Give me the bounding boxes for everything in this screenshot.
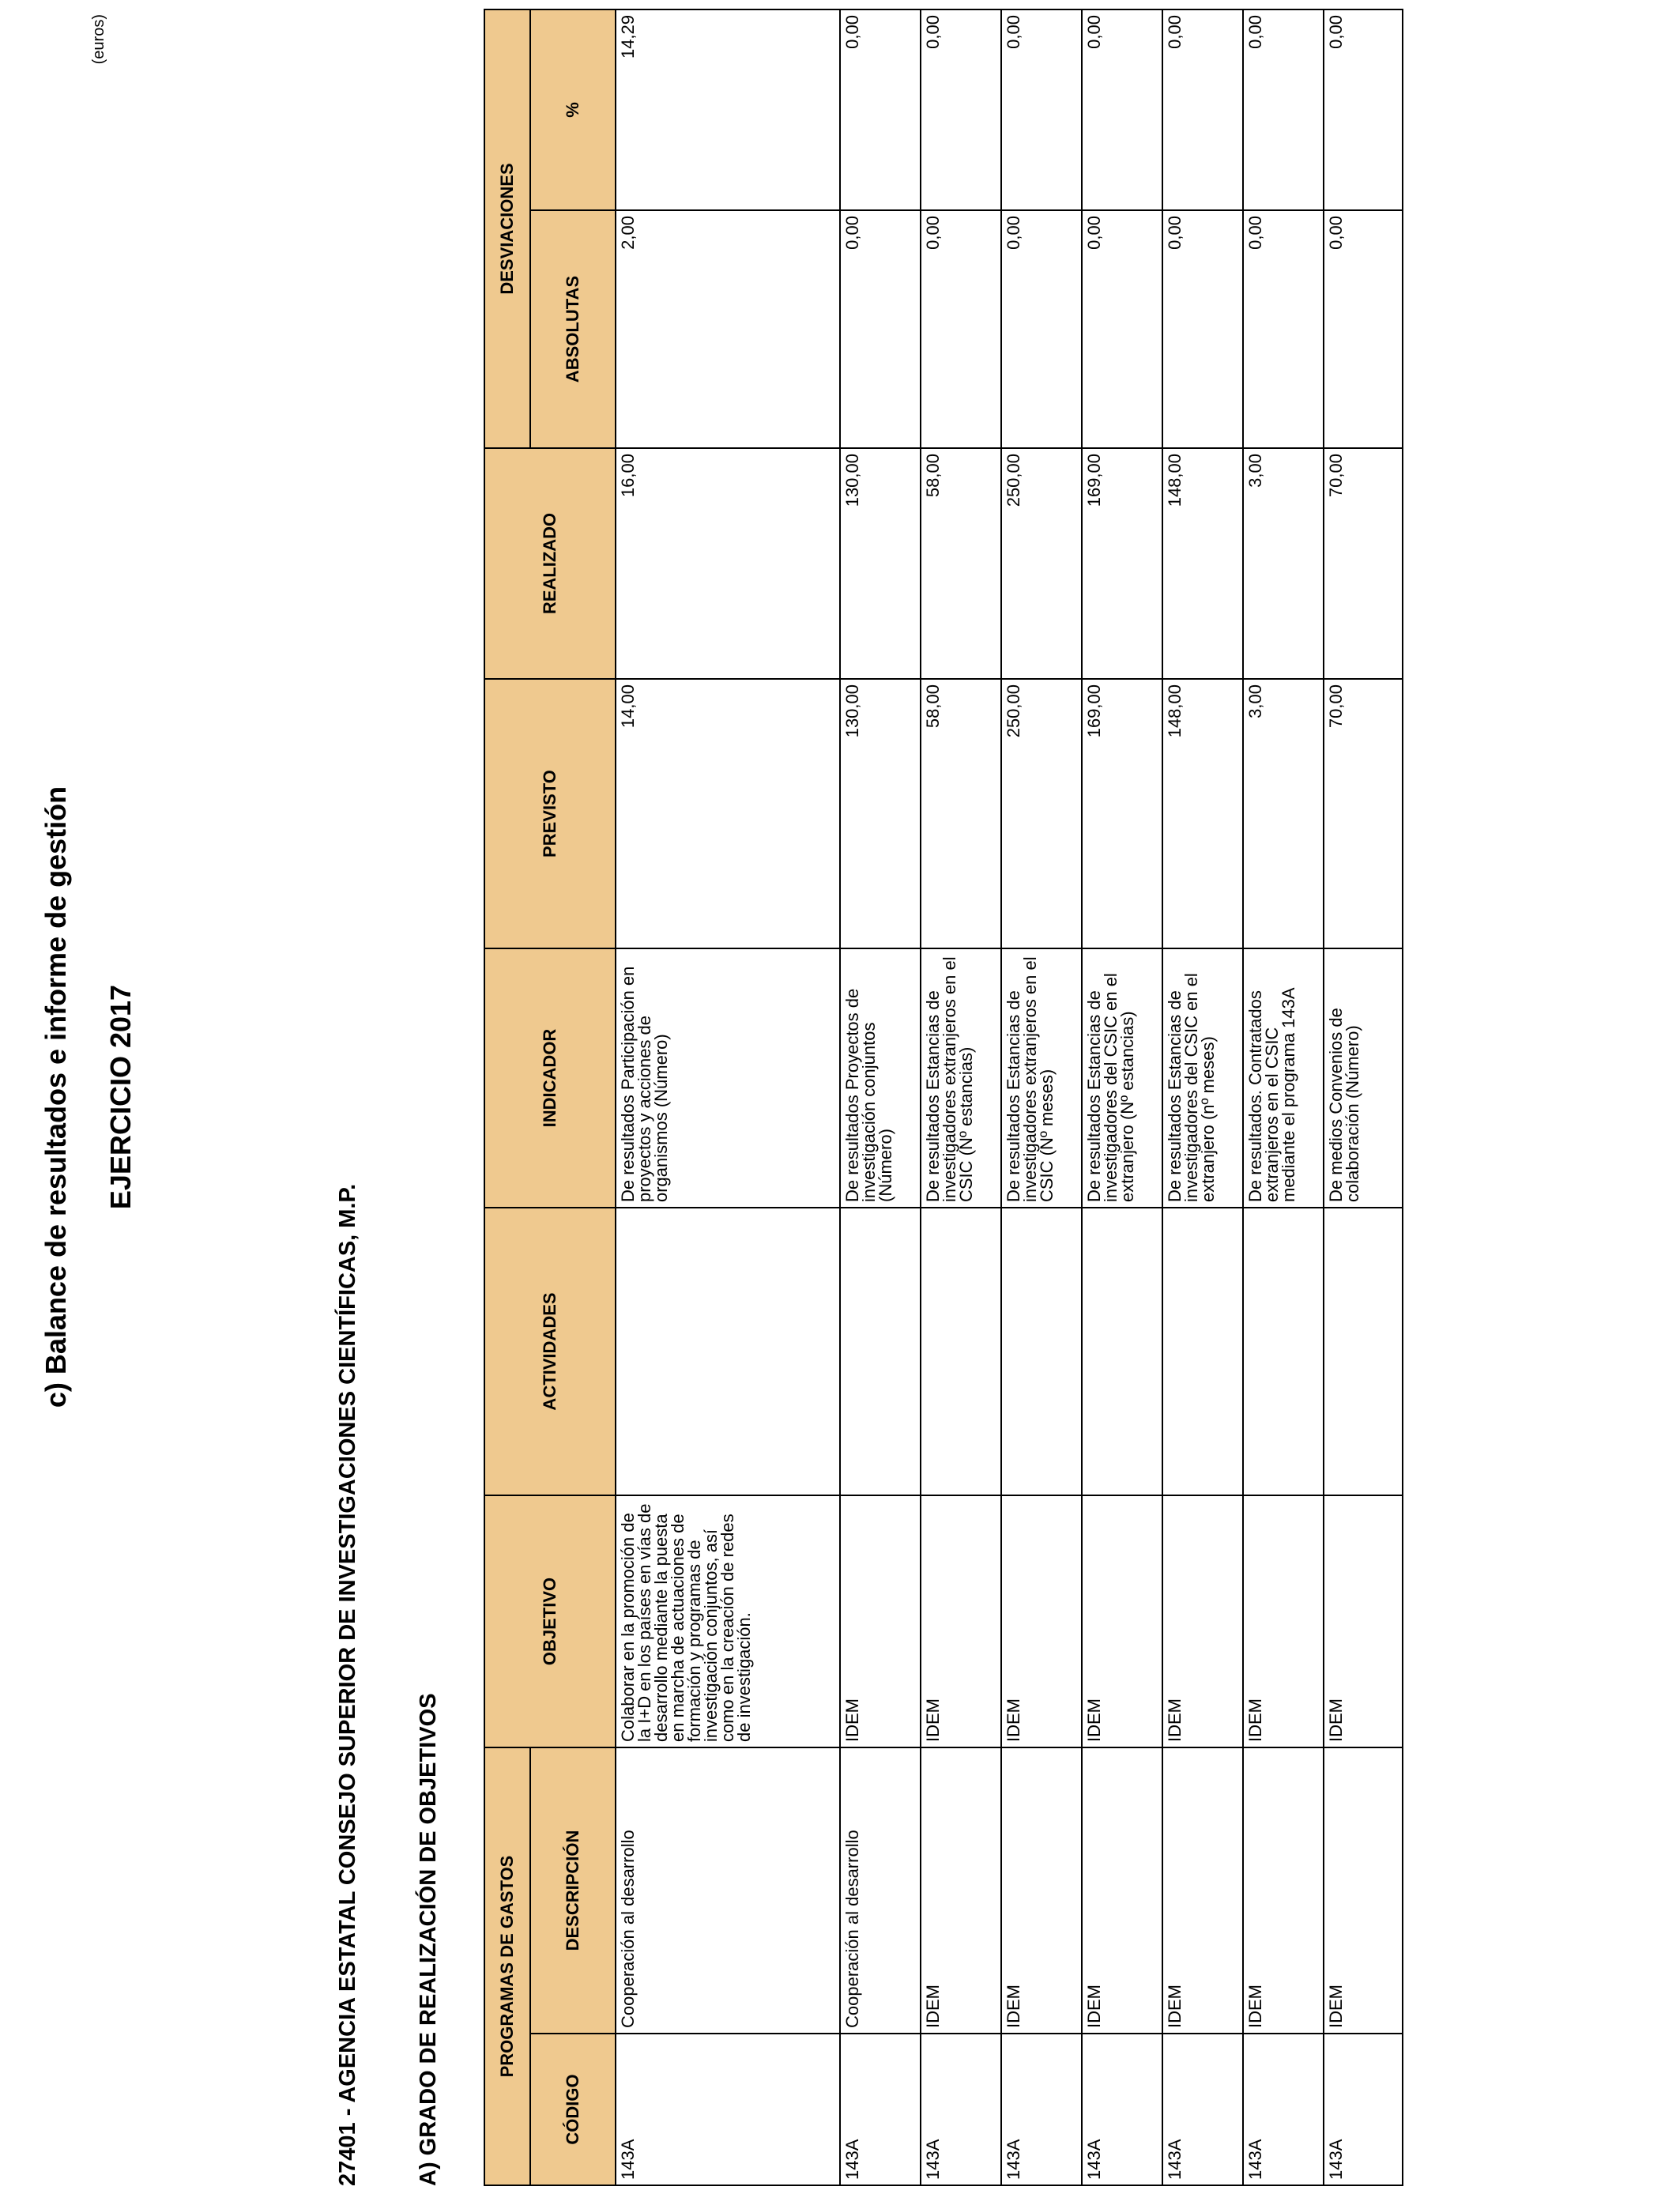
codigo-header: CÓDIGO <box>530 2034 616 2185</box>
programs-group-header: PROGRAMAS DE GASTOS <box>484 1747 530 2185</box>
table-row <box>1001 9 1082 2185</box>
table-row <box>616 9 840 2185</box>
objetivo-cell: IDEM <box>1162 1495 1243 1747</box>
realizado-cell: 130,00 <box>840 448 921 679</box>
year-heading: EJERCICIO 2017 <box>104 984 137 1210</box>
realizado-cell: 250,00 <box>1001 448 1082 679</box>
previsto-cell: 3,00 <box>1243 679 1324 948</box>
descripcion-cell: IDEM <box>1243 1747 1324 2034</box>
absolutas-cell: 0,00 <box>921 210 1001 448</box>
indicador-cell: De resultados Estancias de investigadores del CSIC en el extranjero (nº meses) <box>1162 948 1243 1208</box>
section-title: A) GRADO DE REALIZACIÓN DE OBJETIVOS <box>416 1693 441 2186</box>
descripcion-cell: IDEM <box>1162 1747 1243 2034</box>
previsto-cell: 70,00 <box>1324 679 1403 948</box>
absolutas-cell: 2,00 <box>616 210 840 448</box>
actividades-header: ACTIVIDADES <box>484 1208 616 1495</box>
indicador-cell: De resultados Proyectos de investigación conjuntos (Número) <box>840 948 921 1208</box>
objetivo-cell: Colaborar en la promoción de la I+D en los países en vías de desarrollo mediante la puesta en marcha de actuaciones de formación y programas de investigación conjuntos, así como en la creación de redes de investigación. <box>616 1495 840 1747</box>
previsto-cell: 148,00 <box>1162 679 1243 948</box>
absolutas-cell: 0,00 <box>840 210 921 448</box>
realizado-cell: 3,00 <box>1243 448 1324 679</box>
codigo-cell: 143A <box>1243 2034 1324 2185</box>
porcentaje-cell: 0,00 <box>1324 9 1403 210</box>
table-row <box>840 9 921 2185</box>
indicador-cell: De resultados Estancias de investigadores extranjeros en el CSIC (Nº estancias) <box>921 948 1001 1208</box>
previsto-cell: 130,00 <box>840 679 921 948</box>
objetivo-cell: IDEM <box>1243 1495 1324 1747</box>
indicador-cell: De resultados Estancias de investigadores extranjeros en el CSIC (Nº meses) <box>1001 948 1082 1208</box>
codigo-cell: 143A <box>840 2034 921 2185</box>
absolutas-cell: 0,00 <box>1082 210 1162 448</box>
table-row <box>1162 9 1243 2185</box>
actividades-cell <box>1324 1208 1403 1495</box>
realizado-cell: 169,00 <box>1082 448 1162 679</box>
indicador-cell: De resultados Estancias de investigadores del CSIC en el extranjero (Nº estancias) <box>1082 948 1162 1208</box>
indicador-header: INDICADOR <box>484 948 616 1208</box>
actividades-cell <box>616 1208 840 1495</box>
realizado-header: REALIZADO <box>484 448 616 679</box>
codigo-cell: 143A <box>921 2034 1001 2185</box>
descripcion-cell: IDEM <box>1082 1747 1162 2034</box>
porcentaje-cell: 0,00 <box>921 9 1001 210</box>
indicador-cell: De medios Convenios de colaboración (Número) <box>1324 948 1403 1208</box>
porcentaje-cell: 0,00 <box>840 9 921 210</box>
porcentaje-cell: 0,00 <box>1243 9 1324 210</box>
table-group-header-row <box>484 9 530 2185</box>
absolutas-cell: 0,00 <box>1001 210 1082 448</box>
porcentaje-cell: 0,00 <box>1162 9 1243 210</box>
page-heading: c) Balance de resultados e informe de gestión <box>40 786 72 1408</box>
previsto-cell: 14,00 <box>616 679 840 948</box>
descripcion-cell: Cooperación al desarrollo <box>840 1747 921 2034</box>
units-label: (euros) <box>90 14 107 65</box>
absolutas-cell: 0,00 <box>1162 210 1243 448</box>
codigo-cell: 143A <box>616 2034 840 2185</box>
actividades-cell <box>1001 1208 1082 1495</box>
actividades-cell <box>1082 1208 1162 1495</box>
descripcion-header: DESCRIPCIÓN <box>530 1747 616 2034</box>
previsto-cell: 58,00 <box>921 679 1001 948</box>
actividades-cell <box>1162 1208 1243 1495</box>
objectives-table <box>484 9 1403 2186</box>
absolutas-header: ABSOLUTAS <box>530 210 616 448</box>
porcentaje-cell: 14,29 <box>616 9 840 210</box>
objetivo-cell: IDEM <box>1001 1495 1082 1747</box>
previsto-cell: 169,00 <box>1082 679 1162 948</box>
table-row <box>921 9 1001 2185</box>
objetivo-cell: IDEM <box>1082 1495 1162 1747</box>
porcentaje-header: % <box>530 9 616 210</box>
objetivo-header: OBJETIVO <box>484 1495 616 1747</box>
codigo-cell: 143A <box>1324 2034 1403 2185</box>
indicador-cell: De resultados Participación en proyectos y acciones de organismos (Número) <box>616 948 840 1208</box>
actividades-cell <box>840 1208 921 1495</box>
codigo-cell: 143A <box>1162 2034 1243 2185</box>
table-row <box>1082 9 1162 2185</box>
porcentaje-cell: 0,00 <box>1082 9 1162 210</box>
realizado-cell: 148,00 <box>1162 448 1243 679</box>
codigo-cell: 143A <box>1082 2034 1162 2185</box>
deviations-group-header: DESVIACIONES <box>484 9 530 448</box>
porcentaje-cell: 0,00 <box>1001 9 1082 210</box>
objetivo-cell: IDEM <box>840 1495 921 1747</box>
descripcion-cell: IDEM <box>921 1747 1001 2034</box>
absolutas-cell: 0,00 <box>1243 210 1324 448</box>
table-row <box>1243 9 1324 2185</box>
realizado-cell: 58,00 <box>921 448 1001 679</box>
table-row <box>1324 9 1403 2185</box>
realizado-cell: 16,00 <box>616 448 840 679</box>
indicador-cell: De resultados. Contratados extranjeros en el CSIC mediante el programa 143A <box>1243 948 1324 1208</box>
actividades-cell <box>1243 1208 1324 1495</box>
descripcion-cell: IDEM <box>1001 1747 1082 2034</box>
absolutas-cell: 0,00 <box>1324 210 1403 448</box>
descripcion-cell: IDEM <box>1324 1747 1403 2034</box>
realizado-cell: 70,00 <box>1324 448 1403 679</box>
previsto-cell: 250,00 <box>1001 679 1082 948</box>
actividades-cell <box>921 1208 1001 1495</box>
objetivo-cell: IDEM <box>1324 1495 1403 1747</box>
codigo-cell: 143A <box>1001 2034 1082 2185</box>
descripcion-cell: Cooperación al desarrollo <box>616 1747 840 2034</box>
entity-title: 27401 - AGENCIA ESTATAL CONSEJO SUPERIOR DE INVESTIGACIONES CIENTÍFICAS, M.P. <box>335 1183 360 2186</box>
previsto-header: PREVISTO <box>484 679 616 948</box>
objetivo-cell: IDEM <box>921 1495 1001 1747</box>
